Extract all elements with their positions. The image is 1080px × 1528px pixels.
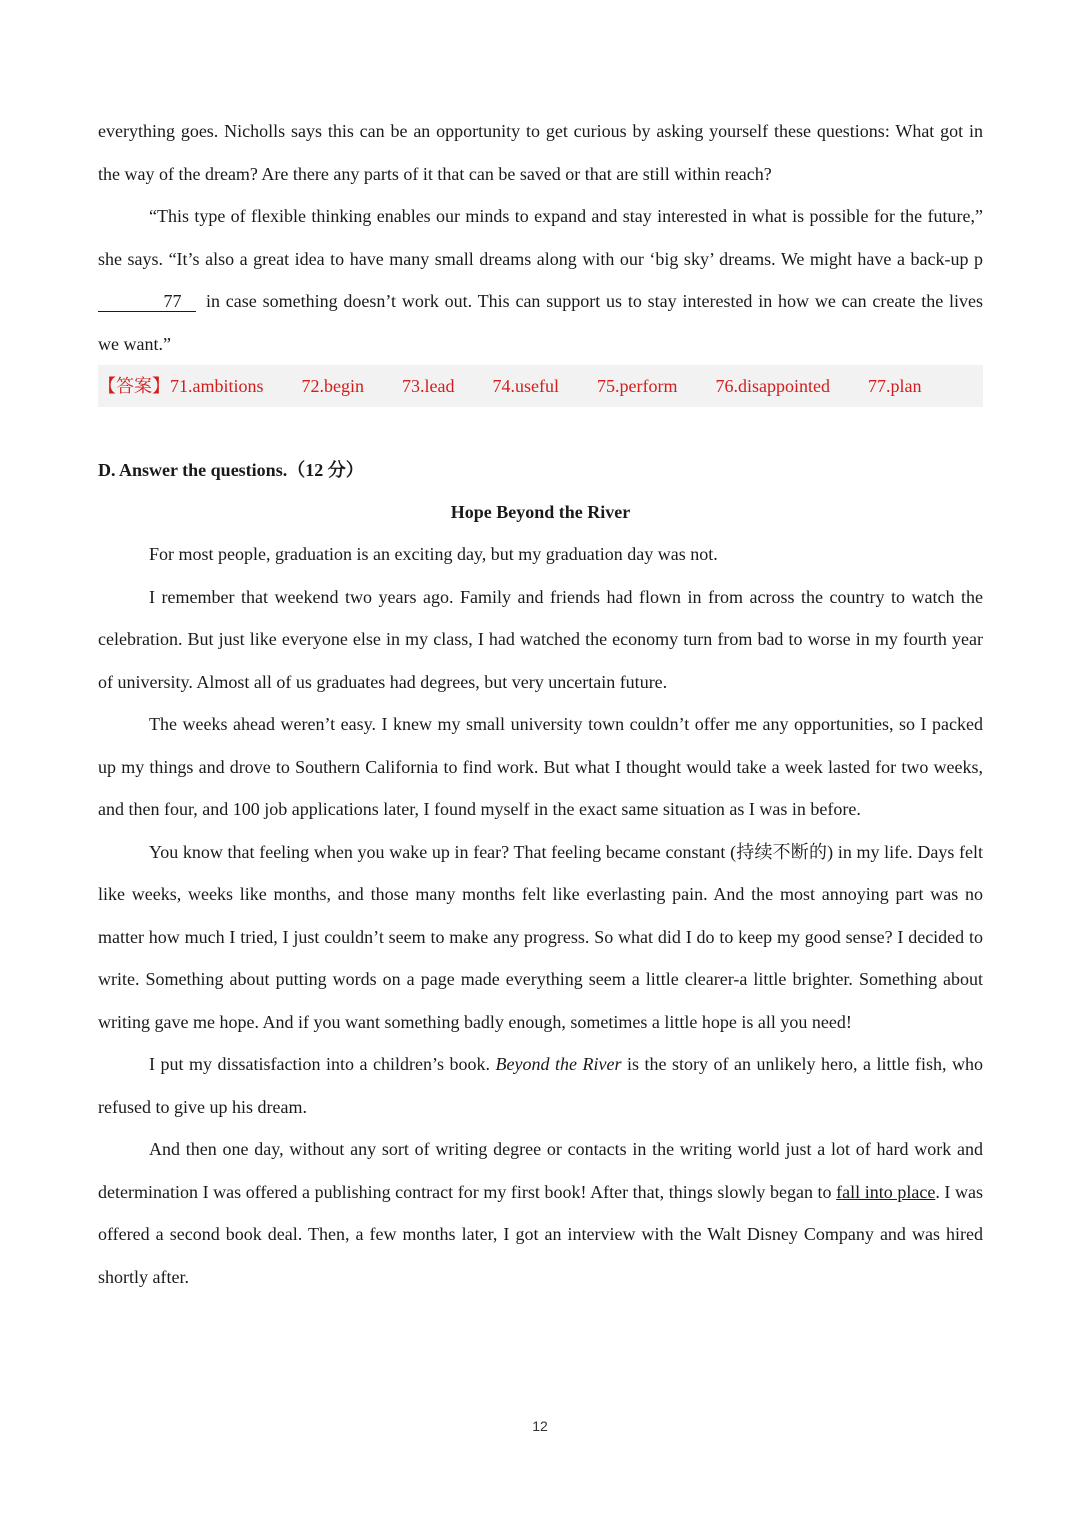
- section-heading: D. Answer the questions.（12 分）: [98, 460, 364, 480]
- page-number: 12: [532, 1418, 548, 1434]
- paragraph: And then one day, without any sort of writing degree or contacts in the writing world just a lot of hard work and determination I was offered a publishing contract for my first book! After that, things slowly began to fall into place. I was offered a second book deal. Then, a few months later, I got an interview with the Walt Disney Company and was hired shortly after.: [98, 1139, 983, 1287]
- answer-item: 74.useful: [492, 376, 559, 396]
- paragraph: For most people, graduation is an exciting day, but my graduation day was not.: [149, 544, 718, 564]
- book-title: Beyond the River: [495, 1054, 622, 1074]
- answer-item: 75.perform: [596, 376, 678, 396]
- paragraph: You know that feeling when you wake up in fear? That feeling became constant (持续不断的) in my life. Days felt like weeks, weeks like months, and those many months felt like everlasting pain. And the most annoying part was no matter how much I tried, I just couldn’t seem to make any progress. So what did I do to keep my good sense? I decided to write. Something about putting words on a page made everything seem a little clearer-a little brighter. Something about writing gave me hope. And if you want something badly enough, sometimes a little hope is all you need!: [98, 841, 983, 1032]
- underlined-phrase: fall into place: [836, 1181, 936, 1202]
- paragraph: I put my dissatisfaction into a children’s book. Beyond the River is the story of an unlikely hero, a little fish, who refused to give up his dream.: [98, 1054, 984, 1117]
- answer-item: 73.lead: [402, 376, 455, 396]
- story-title: Hope Beyond the River: [450, 502, 631, 522]
- spacer: [98, 407, 983, 449]
- answer-label: 【答案】: [98, 376, 170, 396]
- paragraph: “This type of flexible thinking enables our minds to expand and stay interested in what is possible for the future,” she says. “It’s also a great idea to have many small dreams along with our ‘big sky’ dreams. We might have a back-up p77 in case something doesn’t work out. This can support us to stay interested in how we can create the lives we want.”: [98, 206, 983, 354]
- answer-item: 76.disappointed: [715, 376, 830, 396]
- answer-item: 71.ambitions: [170, 376, 264, 396]
- answer-key: [98, 365, 983, 407]
- blank-77: 77: [98, 291, 196, 312]
- document-page: [98, 110, 983, 1298]
- answer-item: 77.plan: [867, 376, 922, 396]
- paragraph: The weeks ahead weren’t easy. I knew my small university town couldn’t offer me any opportunities, so I packed up my things and drove to Southern California to find work. But what I thought would take a week lasted for two weeks, and then four, and 100 job applications later, I found myself in the exact same situation as I was in before.: [98, 714, 983, 819]
- paragraph: I remember that weekend two years ago. Family and friends had flown in from across the country to watch the celebration. But just like everyone else in my class, I had watched the economy turn from bad to worse in my fourth year of university. Almost all of us graduates had degrees, but very uncertain future.: [98, 586, 983, 692]
- paragraph: everything goes. Nicholls says this can be an opportunity to get curious by asking yourself these questions: What got in the way of the dream? Are there any parts of it that can be saved or that are still within reach?: [98, 121, 983, 184]
- answer-item: 72.begin: [301, 376, 364, 396]
